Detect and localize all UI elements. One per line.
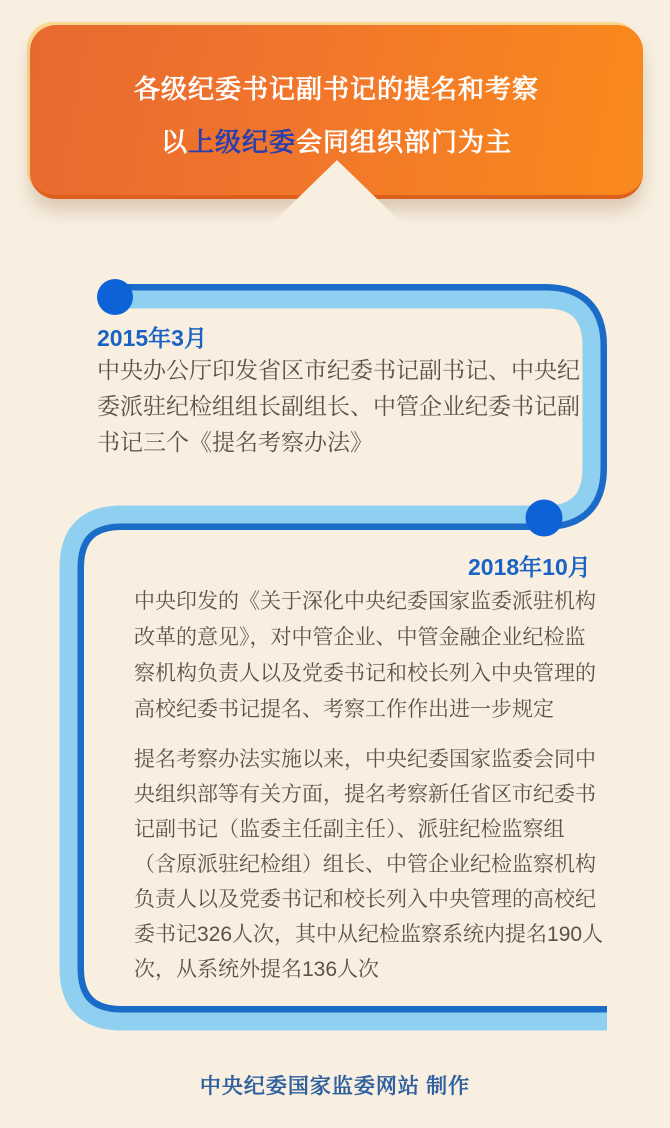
banner-line2-highlight: 上级纪委 [187, 127, 296, 157]
event-2015-date: 2015年3月 [97, 325, 207, 351]
timeline-dot-2018 [526, 500, 563, 537]
banner-line2-suffix: 会同组织部门为主 [296, 127, 513, 157]
event-2018-paragraph2-line: 记副书记（监委主任副主任）、派驻纪检监察组 [134, 818, 565, 841]
footer-credit: 中央纪委国家监委网站 制作 [199, 1074, 471, 1098]
event-2018-paragraph1-line: 改革的意见》，对中管企业、中管金融企业纪检监 [134, 626, 586, 649]
banner-title-line1: 各级纪委书记副书记的提名和考察 [133, 74, 539, 104]
event-2018-paragraph2-line: 负责人以及党委书记和校长列入中央管理的高校纪 [134, 888, 596, 911]
event-2018-paragraph2-line: 委书记326人次，其中从纪检监察系统内提名190人 [134, 923, 604, 946]
event-2018-paragraph1 [134, 584, 596, 728]
event-2015-text [97, 352, 580, 460]
banner-notch-triangle [262, 160, 412, 233]
banner-title-line2 [30, 122, 643, 159]
event-2018-paragraph1-line: 中央印发的《关于深化中央纪委国家监委派驻机构 [134, 590, 596, 613]
event-2018-paragraph2-line: 央组织部等有关方面，提名考察新任省区市纪委书 [134, 783, 596, 806]
event-2015-text-line: 中央办公厅印发省区市纪委书记副书记、中央纪 [97, 357, 580, 383]
event-2015-text-line: 书记三个《提名考察办法》 [97, 429, 373, 455]
timeline-dot-2015 [97, 279, 133, 315]
event-2018-paragraph1-line: 察机构负责人以及党委书记和校长列入中央管理的 [134, 662, 596, 685]
event-2018-paragraph2 [134, 742, 603, 987]
event-2018-paragraph2-line: 次，从系统外提名136人次 [134, 958, 380, 981]
banner-line2-prefix: 以 [160, 127, 188, 157]
event-2018-paragraph1-line: 高校纪委书记提名、考察工作作出进一步规定 [134, 698, 554, 721]
event-2018-paragraph2-line: （含原派驻纪检组）组长、中管企业纪检监察机构 [134, 853, 596, 876]
event-2018-paragraph2-line: 提名考察办法实施以来，中央纪委国家监委会同中 [134, 748, 596, 771]
event-2015-text-line: 委派驻纪检组组长副组长、中管企业纪委书记副 [97, 393, 580, 419]
event-2018-date: 2018年10月 [468, 554, 591, 580]
